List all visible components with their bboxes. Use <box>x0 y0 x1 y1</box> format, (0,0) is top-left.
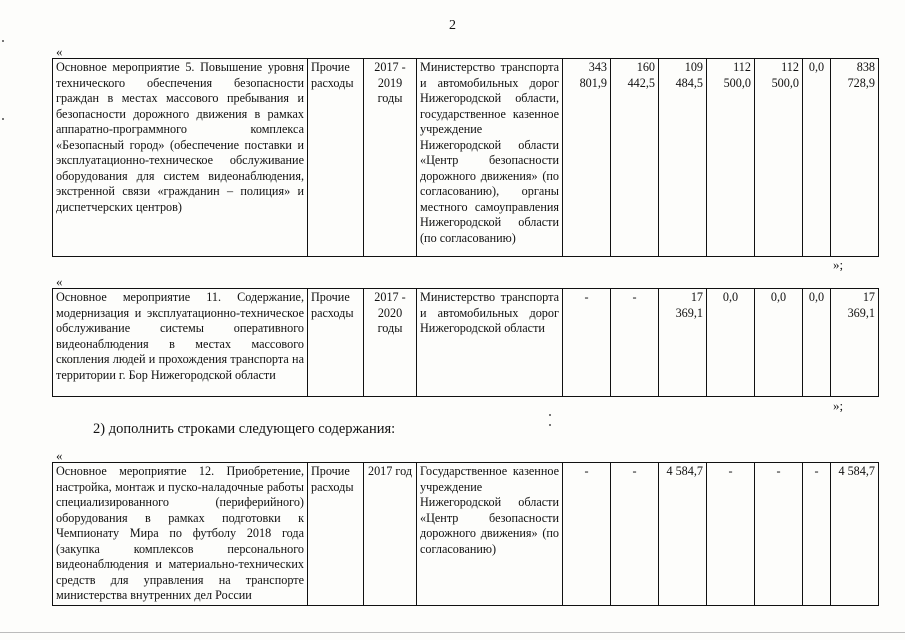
scan-artifact-line <box>0 632 905 633</box>
measure-description: Основное мероприятие 5. Повышение уровня технического обеспечения безопасности граждан в местах массового пребывания и безопасности дорожного движения в рамках аппаратно-программного комплекса «Безопасный город» (обеспечение поставки и эксплуатационно-техническое обслуживание оборудования для систем видеонаблюдения, экстренной связи «гражданин – полиция» и диспетчерских центров) <box>53 59 308 257</box>
value-5: 0,0 <box>755 289 803 397</box>
page-number: 2 <box>449 18 456 33</box>
measure-description: Основное мероприятие 12. Приобретение, настройка, монтаж и пуско-наладочные работы специализированного (периферийного) оборудования в рамках подготовки к Чемпионату Мира по футболу 2018 года (закупка комплексов персонального видеонаблюдения и материально-технических средств для управления на транспорте министерства внутренних дел России <box>53 463 308 606</box>
value-total: 17 369,1 <box>831 289 879 397</box>
closing-quote: »; <box>833 398 844 413</box>
measure-description: Основное мероприятие 11. Содержание, модернизация и эксплуатационно-техническое обслуживание системы оперативного видеонаблюдения в местах массового скопления людей и прохождения транспорта на территории г. Бор Нижегородской области <box>53 289 308 397</box>
table-row <box>53 289 879 397</box>
scan-speck <box>549 414 551 416</box>
value-4: - <box>707 463 755 606</box>
table-row-block-3 <box>52 462 879 606</box>
value-5: 112 500,0 <box>755 59 803 257</box>
value-total: 4 584,7 <box>831 463 879 606</box>
expense-type: Прочие расходы <box>308 463 364 606</box>
value-4: 112 500,0 <box>707 59 755 257</box>
closing-quote: »; <box>833 257 844 272</box>
value-1: 343 801,9 <box>563 59 611 257</box>
scan-speck <box>2 118 4 120</box>
table-row <box>53 59 879 257</box>
value-1: - <box>563 463 611 606</box>
executor: Министерство транспорта и автомобильных дорог Нижегородской области <box>417 289 563 397</box>
expense-type: Прочие расходы <box>308 289 364 397</box>
value-total: 838 728,9 <box>831 59 879 257</box>
value-3: 4 584,7 <box>659 463 707 606</box>
value-6: 0,0 <box>803 59 831 257</box>
table-row-block-1 <box>52 58 879 257</box>
period: 2017 - 2020 годы <box>364 289 417 397</box>
value-1: - <box>563 289 611 397</box>
opening-quote: « <box>56 274 63 289</box>
value-3: 109 484,5 <box>659 59 707 257</box>
opening-quote: « <box>56 448 63 463</box>
value-6: 0,0 <box>803 289 831 397</box>
value-4: 0,0 <box>707 289 755 397</box>
period: 2017 - 2019 годы <box>364 59 417 257</box>
value-3: 17 369,1 <box>659 289 707 397</box>
table-row-block-2 <box>52 288 879 397</box>
scan-speck <box>549 424 551 426</box>
section-2-heading: 2) дополнить строками следующего содержания: <box>93 421 396 437</box>
value-5: - <box>755 463 803 606</box>
table-row <box>53 463 879 606</box>
executor: Государственное казенное учреждение Нижегородской области «Центр безопасности дорожного движения» (по согласованию) <box>417 463 563 606</box>
expense-type: Прочие расходы <box>308 59 364 257</box>
value-2: - <box>611 289 659 397</box>
value-2: - <box>611 463 659 606</box>
period: 2017 год <box>364 463 417 606</box>
executor: Министерство транспорта и автомобильных дорог Нижегородской области, государственное казенное учреждение Нижегородской области «Центр безопасности дорожного движения» (по согласованию), органы местного самоуправления Нижегородской области (по согласованию) <box>417 59 563 257</box>
value-2: 160 442,5 <box>611 59 659 257</box>
opening-quote: « <box>56 44 63 59</box>
value-6: - <box>803 463 831 606</box>
scan-speck <box>2 40 4 42</box>
